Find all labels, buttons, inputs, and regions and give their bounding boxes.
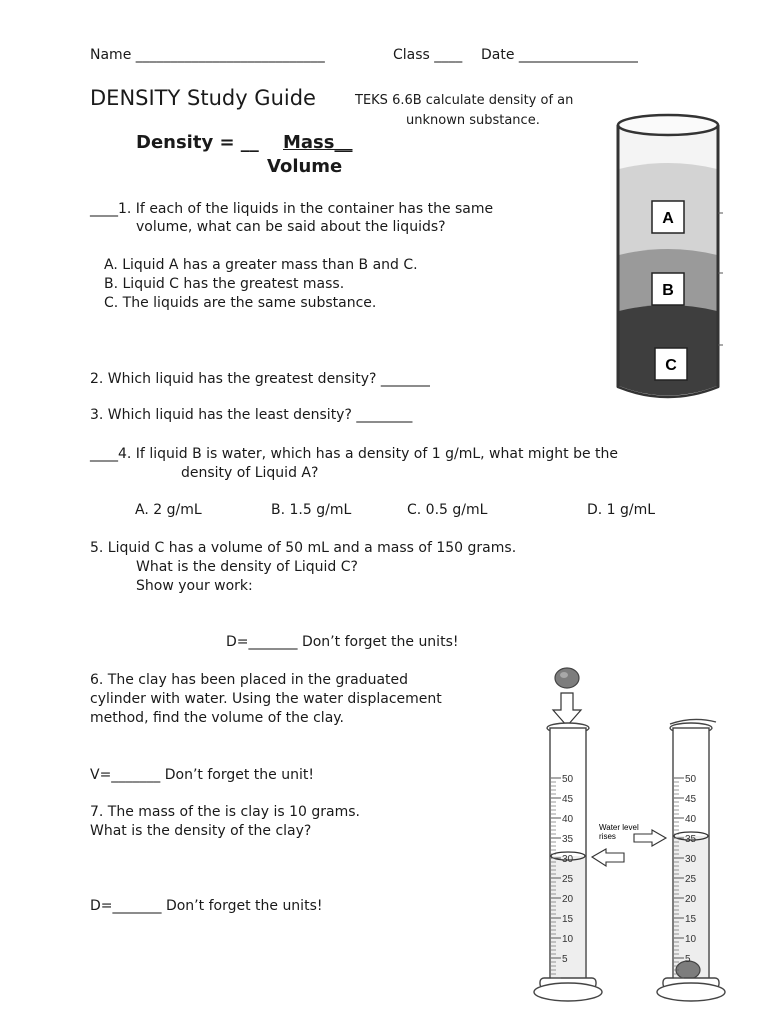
q7-line-2: What is the density of the clay?: [90, 823, 312, 839]
drop-arrow-icon: [553, 693, 581, 726]
formula-numerator: Mass__: [283, 132, 353, 153]
right-cylinder-scale-label: 30: [685, 854, 697, 865]
q1-choice-b: B. Liquid C has the greatest mass.: [104, 276, 345, 292]
formula-lhs: Density = __: [136, 132, 259, 153]
page-title: DENSITY Study Guide: [90, 86, 316, 110]
q1-choice-c: C. The liquids are the same substance.: [104, 295, 377, 311]
water-level-annotation-line-1: Water level: [599, 823, 639, 832]
left-cylinder-scale-label: 45: [562, 794, 574, 805]
class-field-label: Class ____: [393, 47, 463, 63]
q2-text: 2. Which liquid has the greatest density? _______: [90, 371, 430, 387]
left-cylinder-scale-label: 50: [562, 774, 574, 785]
right-cylinder: [657, 719, 725, 1001]
q4-choice-b: B. 1.5 g/mL: [271, 502, 352, 518]
date-field-label: Date _________________: [481, 47, 638, 63]
q4-choice-d: D. 1 g/mL: [587, 502, 656, 518]
q4-line-2: density of Liquid A?: [181, 465, 319, 481]
q5-line-2: What is the density of Liquid C?: [136, 559, 358, 575]
right-cylinder-scale-label: 15: [685, 914, 697, 925]
formula-denominator: Volume: [267, 156, 343, 177]
left-cylinder-scale-label: 10: [562, 934, 574, 945]
q1-choice-a: A. Liquid A has a greater mass than B and C.: [104, 257, 418, 273]
label-b: B: [662, 282, 674, 299]
right-level-arrow-icon: [634, 830, 666, 846]
q6-answer-line: V=_______ Don’t forget the unit!: [90, 767, 314, 783]
q6-line-1: 6. The clay has been placed in the graduated: [90, 672, 409, 688]
left-level-arrow-icon: [592, 849, 624, 866]
q5-answer-line: D=_______ Don’t forget the units!: [226, 634, 459, 650]
q4-choice-c: C. 0.5 g/mL: [407, 502, 488, 518]
q3-text: 3. Which liquid has the least density? ________: [90, 407, 413, 423]
name-field-label: Name ___________________________: [90, 47, 325, 63]
liquid-layers-container-figure: [610, 105, 730, 405]
left-cylinder-scale-label: 15: [562, 914, 574, 925]
q7-line-1: 7. The mass of the is clay is 10 grams.: [90, 804, 360, 820]
left-cylinder-scale-label: 40: [562, 814, 574, 825]
q6-line-2: cylinder with water. Using the water displacement: [90, 691, 442, 707]
q1-line-1: ____1. If each of the liquids in the container has the same: [90, 201, 494, 217]
q6-line-3: method, find the volume of the clay.: [90, 710, 345, 726]
right-cylinder-scale-label: 40: [685, 814, 697, 825]
label-a: A: [662, 210, 674, 227]
left-cylinder-scale-label: 20: [562, 894, 574, 905]
teks-line-2: unknown substance.: [406, 113, 540, 128]
left-cylinder-scale-label: 30: [562, 854, 574, 865]
right-cylinder-scale-label: 25: [685, 874, 697, 885]
right-cylinder-scale-label: 35: [685, 834, 697, 845]
q4-choice-a: A. 2 g/mL: [135, 502, 202, 518]
left-cylinder-scale-label: 5: [562, 954, 568, 965]
q7-answer-line: D=_______ Don’t forget the units!: [90, 898, 323, 914]
right-cylinder-scale-label: 10: [685, 934, 697, 945]
left-cylinder-scale-label: 35: [562, 834, 574, 845]
q1-line-2: volume, what can be said about the liquids?: [136, 219, 446, 235]
graduated-cylinder-figure: [528, 660, 768, 1010]
label-c: C: [665, 357, 677, 374]
q4-line-1: ____4. If liquid B is water, which has a density of 1 g/mL, what might be the: [90, 446, 619, 462]
clay-rock-icon: [555, 668, 579, 688]
left-cylinder-scale-label: 25: [562, 874, 574, 885]
right-cylinder-scale-label: 45: [685, 794, 697, 805]
q5-line-1: 5. Liquid C has a volume of 50 mL and a mass of 150 grams.: [90, 540, 517, 556]
teks-line-1: TEKS 6.6B calculate density of an: [355, 93, 574, 108]
right-cylinder-scale-label: 50: [685, 774, 697, 785]
q5-line-3: Show your work:: [136, 578, 253, 594]
left-cylinder: [534, 723, 602, 1001]
water-level-annotation-line-2: rises: [599, 832, 616, 841]
right-cylinder-scale-label: 5: [685, 954, 691, 965]
right-cylinder-scale-label: 20: [685, 894, 697, 905]
